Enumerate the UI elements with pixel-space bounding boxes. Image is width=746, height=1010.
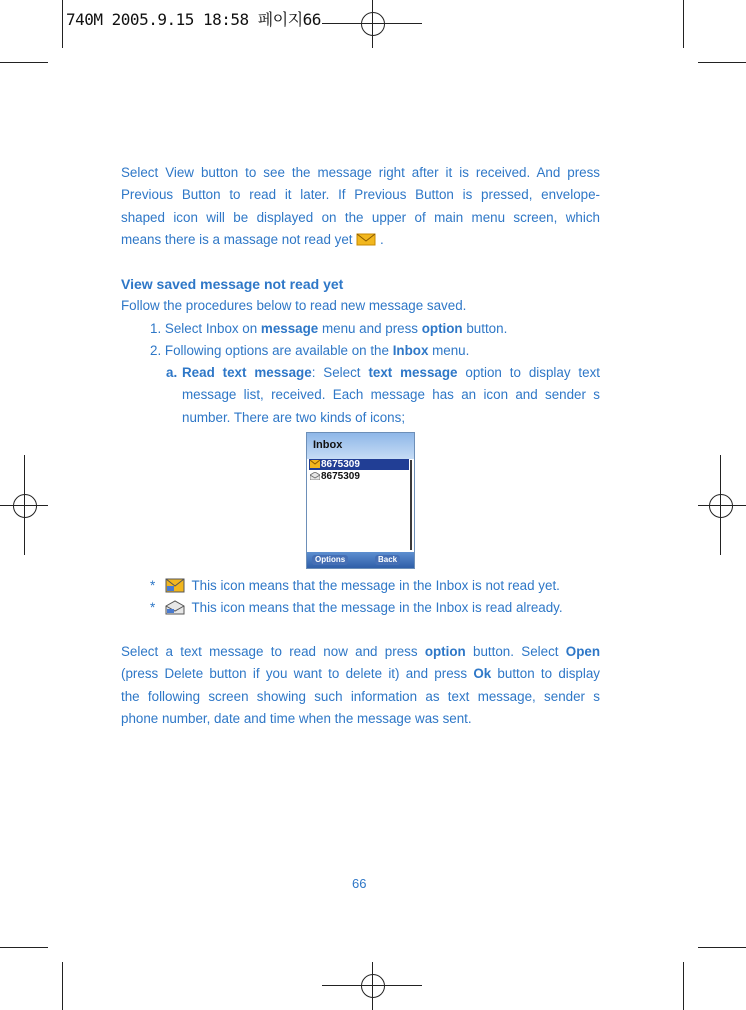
- closing-line: the following screen showing such information as text message, sender s: [121, 688, 600, 704]
- closing-line: (press Delete button if you want to delete it) and press Ok button to display: [121, 666, 601, 682]
- crop-mark: [698, 62, 746, 63]
- read-message-icon: [165, 600, 185, 615]
- intro-line: means there is a massage not read yet .: [121, 231, 384, 247]
- section-lead: Follow the procedures below to read new message saved.: [121, 298, 467, 314]
- item-a: [121, 362, 600, 429]
- unread-message-icon: [165, 578, 185, 593]
- section-view-unread: [121, 273, 600, 429]
- section-heading: View saved message not read yet: [121, 276, 344, 292]
- crop-mark: [683, 962, 684, 1010]
- step-1: 1. Select Inbox on message menu and press option button.: [150, 320, 508, 336]
- item-a-line: message list, received. Each message has an icon and sender s: [182, 387, 600, 403]
- intro-line: Select View button to see the message right after it is received. And press: [121, 165, 600, 180]
- intro-line: Previous Button to read it later. If Previous Button is pressed, envelope-: [121, 187, 600, 203]
- closing-line: phone number, date and time when the message was sent.: [121, 710, 472, 726]
- registration-circle: [709, 494, 733, 518]
- closing-line: Select a text message to read now and press option button. Select Open: [121, 644, 601, 659]
- phone-options-softkey: Options: [312, 555, 348, 565]
- registration-circle: [361, 974, 385, 998]
- phone-title: Inbox: [313, 439, 343, 451]
- registration-circle: [13, 494, 37, 518]
- crop-mark: [0, 947, 48, 948]
- phone-back-softkey: Back: [375, 555, 400, 565]
- intro-line: shaped icon will be displayed on the upper of main menu screen, which: [121, 209, 600, 225]
- intro-paragraph: [121, 162, 600, 251]
- phone-inbox-row: 8675309: [309, 459, 409, 470]
- crop-mark: [683, 0, 684, 48]
- item-a-line: number. There are two kinds of icons;: [182, 409, 406, 425]
- phone-softkey-bar: [307, 552, 414, 568]
- phone-inbox-screenshot: [306, 432, 415, 569]
- envelope-icon: [356, 233, 376, 246]
- page-number: 66: [352, 876, 367, 891]
- phone-title-bar: [307, 433, 414, 459]
- unread-message-icon: [310, 460, 320, 468]
- item-a-marker: a.: [166, 365, 178, 381]
- read-message-icon: [310, 472, 320, 480]
- phone-scrollbar: [410, 460, 412, 550]
- crop-mark: [62, 0, 63, 48]
- crop-mark: [0, 62, 48, 63]
- icon-notes: [150, 575, 610, 620]
- crop-mark: [62, 962, 63, 1010]
- crop-mark: [698, 947, 746, 948]
- closing-paragraph: [121, 641, 600, 730]
- icon-note-unread: * This icon means that the message in the Inbox is not read yet.: [150, 578, 560, 593]
- phone-inbox-row: 8675309: [309, 471, 409, 482]
- icon-note-read: * This icon means that the message in the Inbox is read already.: [150, 600, 563, 616]
- step-2: 2. Following options are available on the Inbox menu.: [150, 342, 470, 358]
- printer-slug: 740M 2005.9.15 18:58 페이지66: [66, 10, 321, 29]
- registration-circle: [361, 12, 385, 36]
- item-a-line: Read text message: Select text message option to display text: [182, 365, 600, 381]
